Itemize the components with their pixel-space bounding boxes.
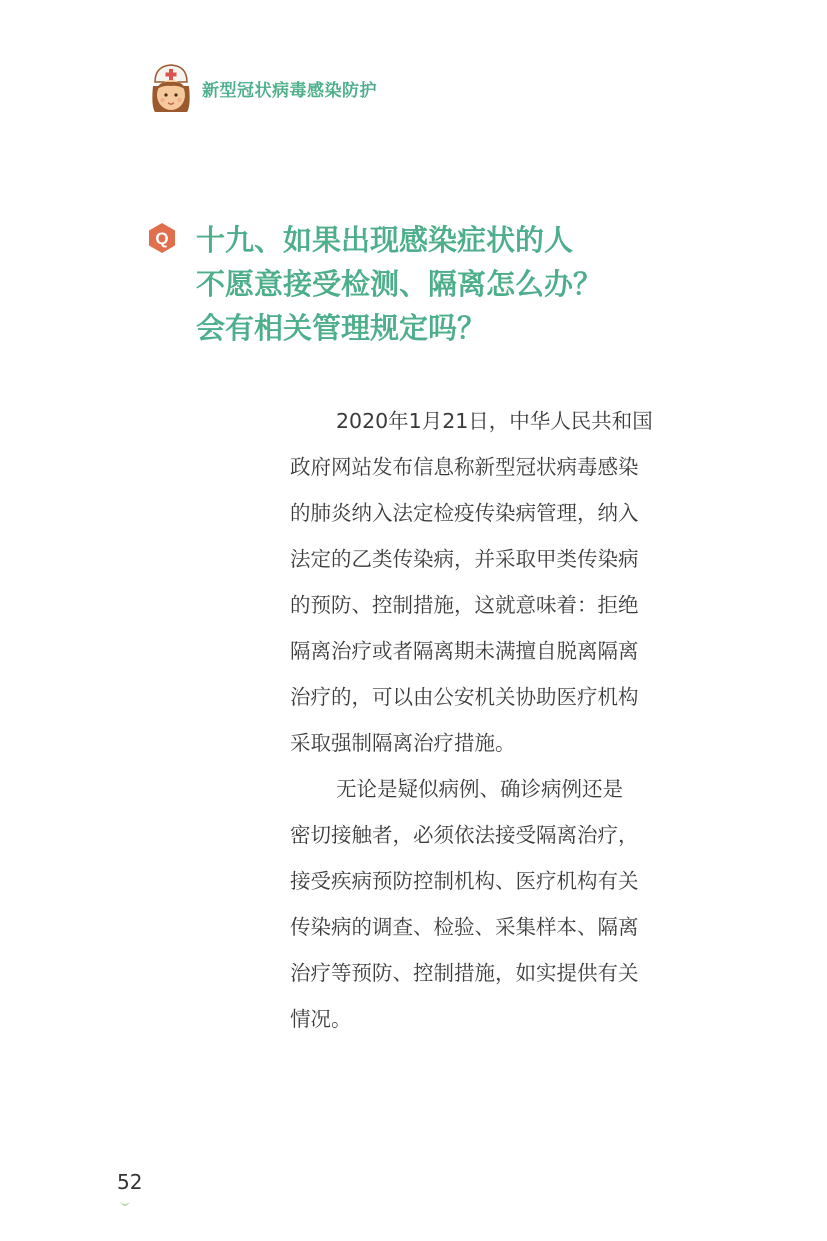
question-badge-letter: Q	[155, 229, 169, 248]
answer-line: 情况。	[290, 1007, 352, 1031]
answer-line: 传染病的调查、检验、采集样本、隔离	[290, 915, 639, 939]
question-title-line: 十九、如果出现感染症状的人	[196, 223, 574, 257]
question-title-line: 会有相关管理规定吗？	[196, 311, 487, 345]
answer-line: 政府网站发布信息称新型冠状病毒感染	[290, 455, 639, 479]
nurse-avatar-icon	[146, 62, 196, 114]
answer-line: 治疗的，可以由公安机关协助医疗机构	[290, 685, 639, 709]
answer-line: 2020年1月21日，中华人民共和国	[336, 409, 653, 433]
answer-line: 治疗等预防、控制措施，如实提供有关	[290, 961, 639, 985]
answer-line: 法定的乙类传染病，并采取甲类传染病	[290, 547, 639, 571]
question-badge-icon	[146, 222, 178, 254]
header-title: 新型冠状病毒感染防护	[202, 80, 377, 101]
answer-line: 密切接触者，必须依法接受隔离治疗，	[290, 823, 639, 847]
leaf-mark-icon	[118, 1200, 132, 1210]
question-title	[196, 218, 602, 350]
answer-line: 无论是疑似病例、确诊病例还是	[336, 777, 623, 801]
answer-paragraph-2	[290, 766, 685, 1042]
answer-paragraph-1	[290, 398, 685, 766]
page-number: 52	[117, 1170, 143, 1194]
answer-line: 采取强制隔离治疗措施。	[290, 731, 516, 755]
answer-line: 的预防、控制措施，这就意味着：拒绝	[290, 593, 639, 617]
answer-line: 的肺炎纳入法定检疫传染病管理，纳入	[290, 501, 639, 525]
answer-body	[290, 398, 685, 1042]
page-header	[146, 62, 377, 114]
answer-line: 隔离治疗或者隔离期未满擅自脱离隔离	[290, 639, 639, 663]
answer-line: 接受疾病预防控制机构、医疗机构有关	[290, 869, 639, 893]
question-title-line: 不愿意接受检测、隔离怎么办？	[196, 267, 603, 301]
